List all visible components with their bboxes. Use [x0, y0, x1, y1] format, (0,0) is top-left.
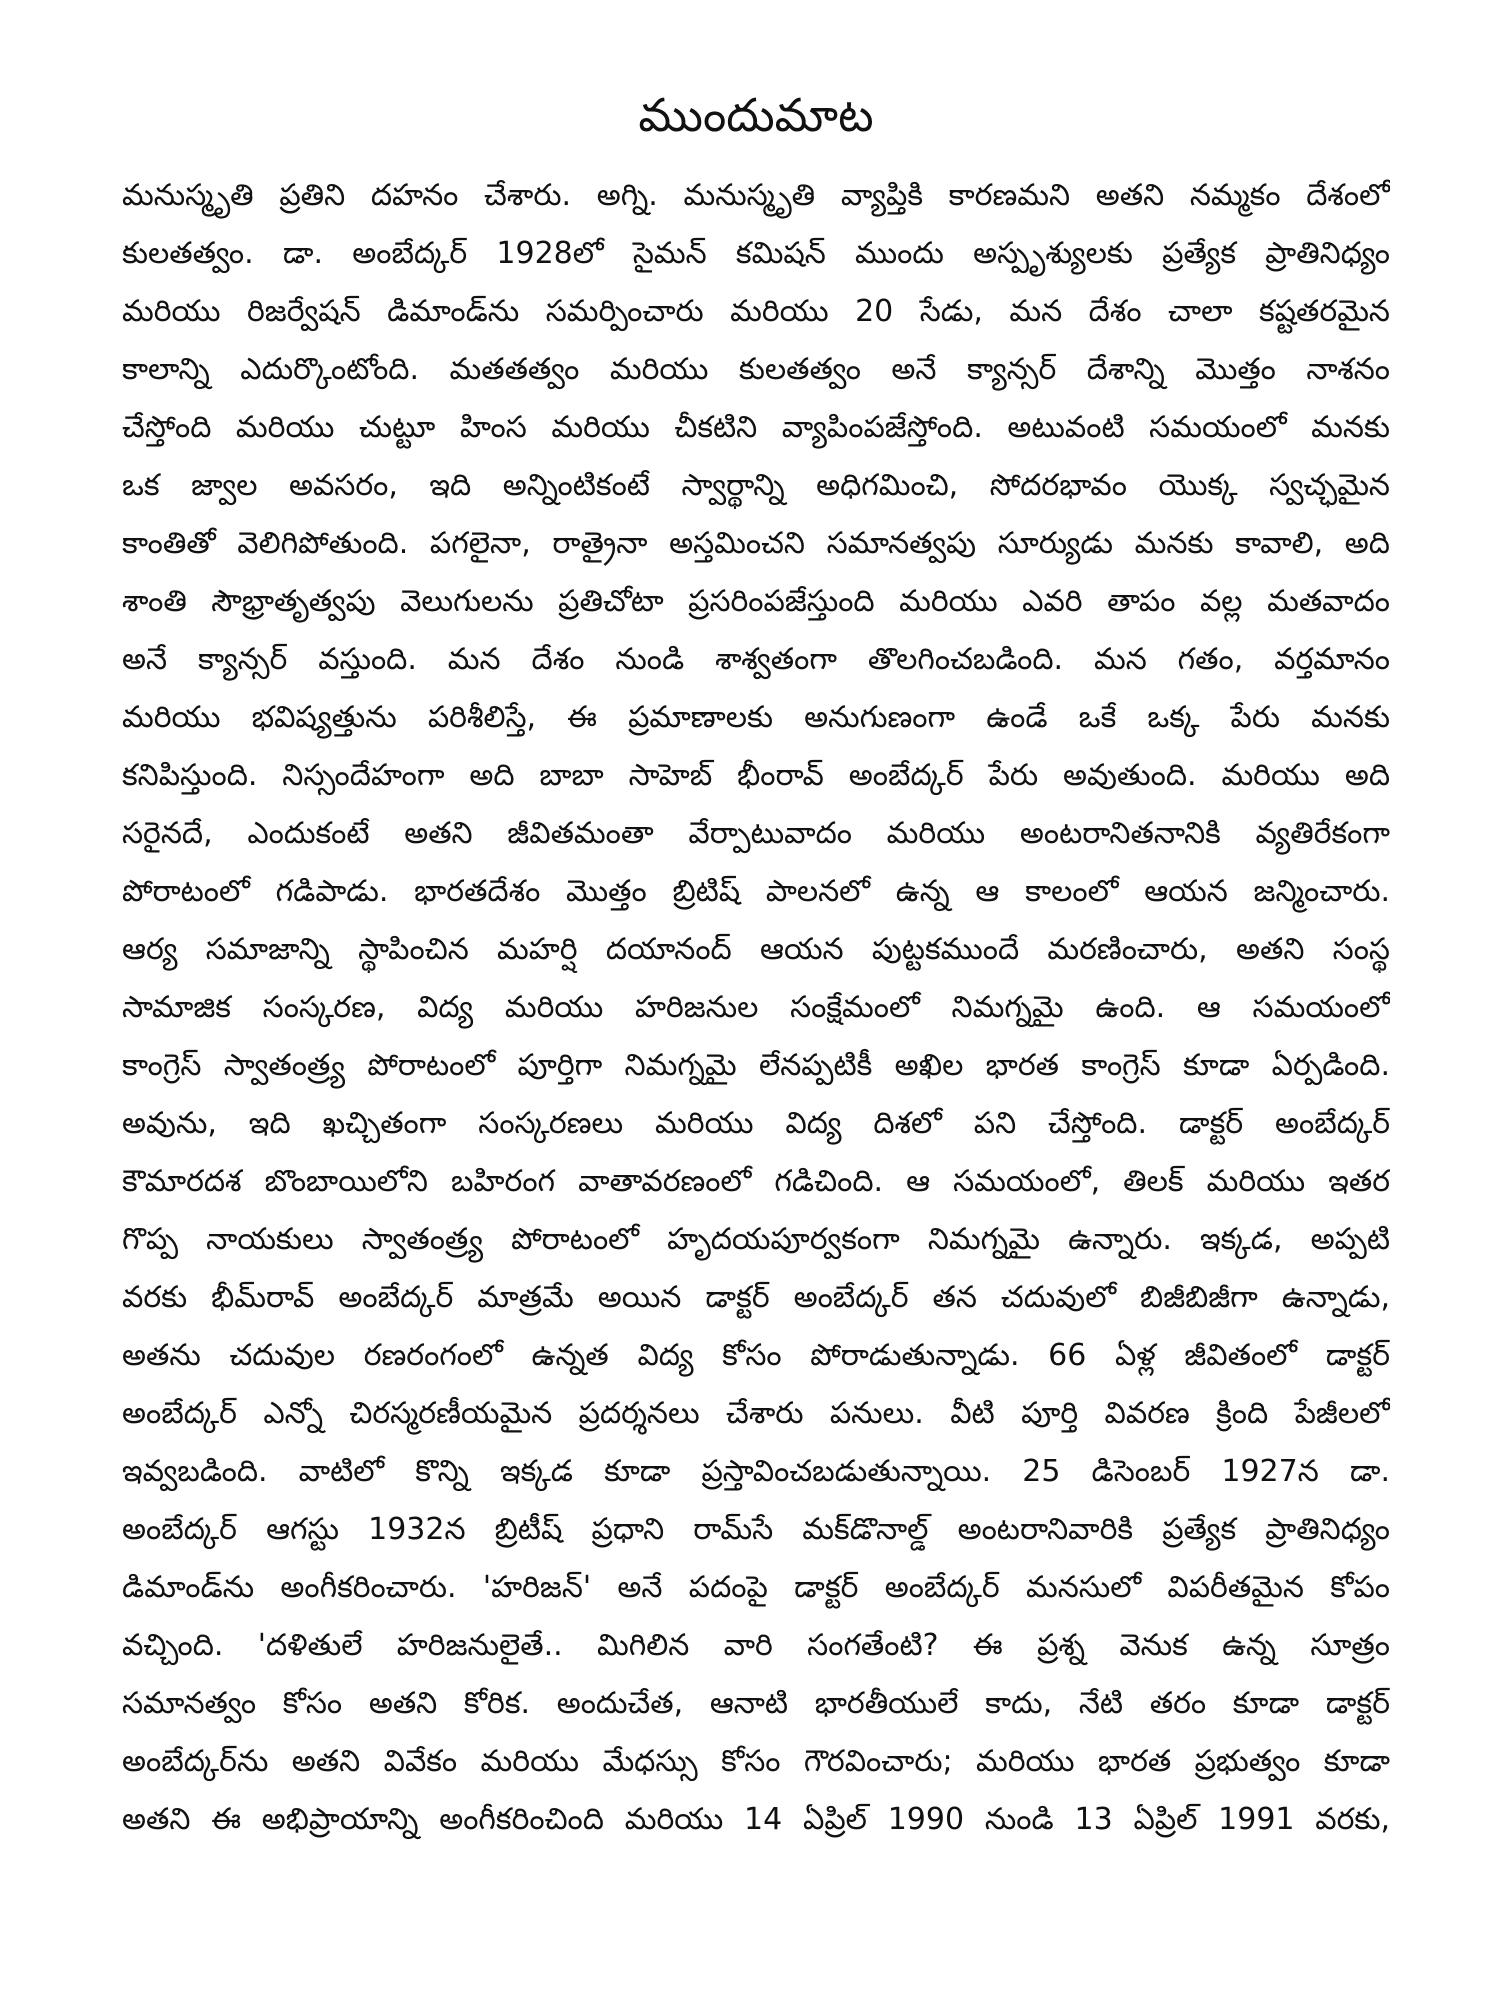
text-line: మనుస్మృతి ప్రతిని దహనం చేశారు. అగ్ని. మనుస్మృతి వ్యాప్తికి కారణమని అతని నమ్మకం దేశంలో: [122, 178, 1390, 213]
text-line: సమానత్వం కోసం అతని కోరిక. అందుచేత, ఆనాటి భారతీయులే కాదు, నేటి తరం కూడా డాక్టర్: [122, 1686, 1390, 1721]
text-line: సామాజిక సంస్కరణ, విద్య మరియు హరిజనుల సంక్షేమంలో నిమగ్నమై ఉంది. ఆ సమయంలో: [122, 990, 1390, 1025]
text-line: అంబేద్కర్ ఆగస్టు 1932న బ్రిటీష్ ప్రధాని రామ్‌సే మక్‌డొనాల్డ్ అంటరానివారికి ప్రత్యేక ప్రాతినిధ్యం: [122, 1512, 1390, 1547]
text-line: గొప్ప నాయకులు స్వాతంత్ర్య పోరాటంలో హృదయపూర్వకంగా నిమగ్నమై ఉన్నారు. ఇక్కడ, అప్పటి: [122, 1222, 1390, 1257]
text-line: మరియు భవిష్యత్తును పరిశీలిస్తే, ఈ ప్రమాణాలకు అనుగుణంగా ఉండే ఒకే ఒక్క పేరు మనకు: [122, 700, 1390, 735]
text-line: మరియు రిజర్వేషన్ డిమాండ్‌ను సమర్పించారు మరియు 20 సేడు, మన దేశం చాలా కష్టతరమైన: [122, 294, 1390, 329]
text-line: ఇవ్వబడింది. వాటిలో కొన్ని ఇక్కడ కూడా ప్రస్తావించబడుతున్నాయి. 25 డిసెంబర్ 1927న డా.: [122, 1454, 1390, 1489]
text-line: సరైనదే, ఎందుకంటే అతని జీవితమంతా వేర్పాటువాదం మరియు అంటరానితనానికి వ్యతిరేకంగా: [122, 816, 1390, 851]
text-line: అతని ఈ అభిప్రాయాన్ని అంగీకరించింది మరియు 14 ఏప్రిల్ 1990 నుండి 13 ఏప్రిల్ 1991 వరకు,: [122, 1802, 1390, 1837]
text-line: వరకు భీమ్‌రావ్ అంబేద్కర్ మాత్రమే అయిన డాక్టర్ అంబేద్కర్ తన చదువులో బిజీబిజీగా ఉన్నాడు,: [122, 1280, 1390, 1315]
text-line: చేస్తోంది మరియు చుట్టూ హింస మరియు చీకటిని వ్యాపింపజేస్తోంది. అటువంటి సమయంలో మనకు: [122, 410, 1390, 445]
text-line: అనే క్యాన్సర్ వస్తుంది. మన దేశం నుండి శాశ్వతంగా తొలగించబడింది. మన గతం, వర్తమానం: [122, 642, 1390, 677]
body-text: [122, 167, 1390, 1849]
text-line: అంబేద్కర్ ఎన్నో చిరస్మరణీయమైన ప్రదర్శనలు చేశారు పనులు. వీటి పూర్తి వివరణ క్రింది పేజీలలో: [122, 1396, 1390, 1431]
text-line: ఆర్య సమాజాన్ని స్థాపించిన మహర్షి దయానంద్ ఆయన పుట్టకముందే మరణించారు, అతని సంస్థ: [122, 932, 1390, 967]
text-line: పోరాటంలో గడిపాడు. భారతదేశం మొత్తం బ్రిటిష్ పాలనలో ఉన్న ఆ కాలంలో ఆయన జన్మించారు.: [122, 874, 1390, 909]
text-line: అవును, ఇది ఖచ్చితంగా సంస్కరణలు మరియు విద్య దిశలో పని చేస్తోంది. డాక్టర్ అంబేద్కర్: [122, 1106, 1390, 1141]
text-line: వచ్చింది. 'దళితులే హరిజనులైతే.. మిగిలిన వారి సంగతేంటి? ఈ ప్రశ్న వెనుక ఉన్న సూత్రం: [122, 1628, 1390, 1663]
text-line: కాంతితో వెలిగిపోతుంది. పగలైనా, రాత్రైనా అస్తమించని సమానత్వపు సూర్యుడు మనకు కావాలి, అది: [122, 526, 1390, 561]
text-line: ఒక జ్వాల అవసరం, ఇది అన్నింటికంటే స్వార్థాన్ని అధిగమించి, సోదరభావం యొక్క స్వచ్ఛమైన: [122, 468, 1390, 503]
text-line: కనిపిస్తుంది. నిస్సందేహంగా అది బాబా సాహెబ్ భీంరావ్ అంబేద్కర్ పేరు అవుతుంది. మరియు అది: [122, 758, 1390, 793]
page-title: ముందుమాట: [638, 88, 874, 142]
text-line: కులతత్వం. డా. అంబేద్కర్ 1928లో సైమన్ కమిషన్ ముందు అస్పృశ్యులకు ప్రత్యేక ప్రాతినిధ్యం: [122, 236, 1390, 271]
text-line: అతను చదువుల రణరంగంలో ఉన్నత విద్య కోసం పోరాడుతున్నాడు. 66 ఏళ్ల జీవితంలో డాక్టర్: [122, 1338, 1390, 1373]
text-line: అంబేద్కర్‌ను అతని వివేకం మరియు మేధస్సు కోసం గౌరవించారు; మరియు భారత ప్రభుత్వం కూడా: [122, 1744, 1390, 1779]
text-line: కాలాన్ని ఎదుర్కొంటోంది. మతతత్వం మరియు కులతత్వం అనే క్యాన్సర్ దేశాన్ని మొత్తం నాశనం: [122, 352, 1390, 387]
text-line: కాంగ్రెస్ స్వాతంత్ర్య పోరాటంలో పూర్తిగా నిమగ్నమై లేనప్పటికీ అఖిల భారత కాంగ్రెస్ కూడా ఏర్పడింది.: [122, 1048, 1390, 1083]
text-line: కౌమారదశ బొంబాయిలోని బహిరంగ వాతావరణంలో గడిచింది. ఆ సమయంలో, తిలక్ మరియు ఇతర: [122, 1164, 1390, 1199]
text-line: శాంతి సౌభ్రాతృత్వపు వెలుగులను ప్రతిచోటా ప్రసరింపజేస్తుంది మరియు ఎవరి తాపం వల్ల మతవాదం: [122, 584, 1390, 619]
text-line: డిమాండ్‌ను అంగీకరించారు. 'హరిజన్' అనే పదంపై డాక్టర్ అంబేద్కర్ మనసులో విపరీతమైన కోపం: [122, 1570, 1390, 1605]
